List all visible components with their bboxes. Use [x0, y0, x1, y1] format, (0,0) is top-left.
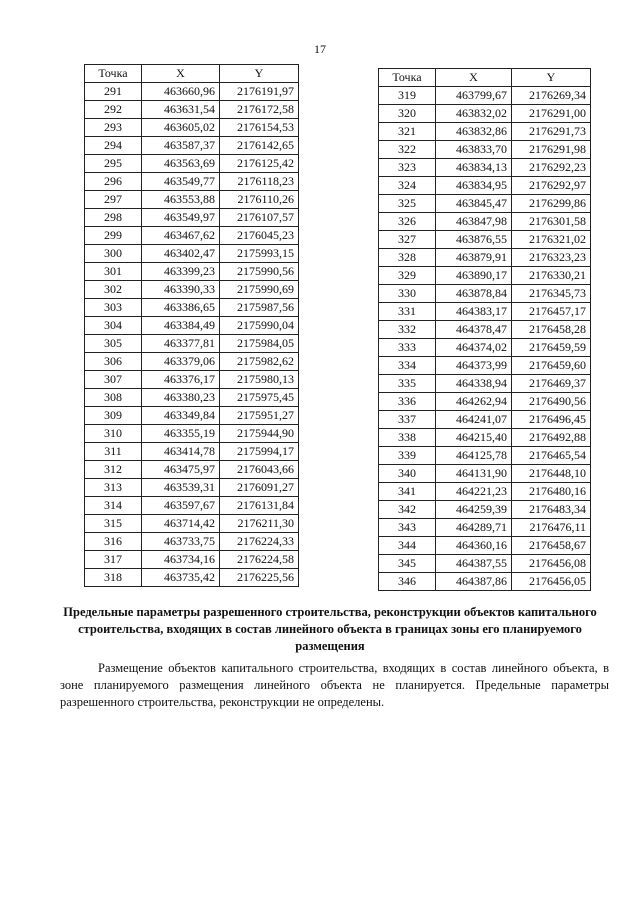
point-number-cell: 320 — [379, 105, 436, 123]
point-number-cell: 342 — [379, 501, 436, 519]
point-number-cell: 326 — [379, 213, 436, 231]
table-row — [85, 191, 299, 209]
table-row — [379, 429, 591, 447]
header-x: X — [142, 65, 220, 83]
table-row — [85, 515, 299, 533]
y-coordinate-cell: 2176154,53 — [220, 119, 299, 137]
y-coordinate-cell: 2176459,60 — [512, 357, 591, 375]
y-coordinate-cell: 2176321,02 — [512, 231, 591, 249]
x-coordinate-cell: 463549,77 — [142, 173, 220, 191]
table-row — [85, 119, 299, 137]
x-coordinate-cell: 464360,16 — [436, 537, 512, 555]
coordinates-table-right — [378, 68, 591, 591]
x-coordinate-cell: 463734,16 — [142, 551, 220, 569]
table-row — [85, 317, 299, 335]
y-coordinate-cell: 2176456,08 — [512, 555, 591, 573]
x-coordinate-cell: 463553,88 — [142, 191, 220, 209]
point-number-cell: 327 — [379, 231, 436, 249]
x-coordinate-cell: 463879,91 — [436, 249, 512, 267]
point-number-cell: 310 — [85, 425, 142, 443]
point-number-cell: 336 — [379, 393, 436, 411]
table-row — [379, 357, 591, 375]
x-coordinate-cell: 464289,71 — [436, 519, 512, 537]
y-coordinate-cell: 2176480,16 — [512, 483, 591, 501]
x-coordinate-cell: 463349,84 — [142, 407, 220, 425]
point-number-cell: 304 — [85, 317, 142, 335]
y-coordinate-cell: 2175975,45 — [220, 389, 299, 407]
point-number-cell: 301 — [85, 263, 142, 281]
x-coordinate-cell: 463735,42 — [142, 569, 220, 587]
y-coordinate-cell: 2176496,45 — [512, 411, 591, 429]
point-number-cell: 291 — [85, 83, 142, 101]
body-paragraph: Размещение объектов капитального строительства, входящих в состав линейного объекта, в зоне планируемого размещения линейного объекта не планируется. Предельные параметры разрешенного строительства, реконструкции не определены. — [60, 661, 609, 709]
table-row — [85, 425, 299, 443]
table-row — [379, 267, 591, 285]
point-number-cell: 343 — [379, 519, 436, 537]
point-number-cell: 293 — [85, 119, 142, 137]
point-number-cell: 297 — [85, 191, 142, 209]
x-coordinate-cell: 463847,98 — [436, 213, 512, 231]
table-row — [85, 263, 299, 281]
x-coordinate-cell: 463890,17 — [436, 267, 512, 285]
x-coordinate-cell: 464338,94 — [436, 375, 512, 393]
table-header-row — [379, 69, 591, 87]
table-row — [85, 245, 299, 263]
table-row — [379, 285, 591, 303]
table-row — [85, 83, 299, 101]
y-coordinate-cell: 2176291,00 — [512, 105, 591, 123]
y-coordinate-cell: 2175994,17 — [220, 443, 299, 461]
y-coordinate-cell: 2176142,65 — [220, 137, 299, 155]
point-number-cell: 328 — [379, 249, 436, 267]
x-coordinate-cell: 464374,02 — [436, 339, 512, 357]
point-number-cell: 341 — [379, 483, 436, 501]
y-coordinate-cell: 2176483,34 — [512, 501, 591, 519]
y-coordinate-cell: 2176043,66 — [220, 461, 299, 479]
y-coordinate-cell: 2176345,73 — [512, 285, 591, 303]
point-number-cell: 339 — [379, 447, 436, 465]
table-row — [379, 555, 591, 573]
point-number-cell: 331 — [379, 303, 436, 321]
x-coordinate-cell: 463833,70 — [436, 141, 512, 159]
y-coordinate-cell: 2176107,57 — [220, 209, 299, 227]
x-coordinate-cell: 464215,40 — [436, 429, 512, 447]
x-coordinate-cell: 463399,23 — [142, 263, 220, 281]
y-coordinate-cell: 2176131,84 — [220, 497, 299, 515]
point-number-cell: 302 — [85, 281, 142, 299]
point-number-cell: 345 — [379, 555, 436, 573]
point-number-cell: 307 — [85, 371, 142, 389]
table-row — [379, 123, 591, 141]
point-number-cell: 334 — [379, 357, 436, 375]
x-coordinate-cell: 463402,47 — [142, 245, 220, 263]
y-coordinate-cell: 2176323,23 — [512, 249, 591, 267]
y-coordinate-cell: 2176492,88 — [512, 429, 591, 447]
y-coordinate-cell: 2176301,58 — [512, 213, 591, 231]
y-coordinate-cell: 2176269,34 — [512, 87, 591, 105]
y-coordinate-cell: 2176292,97 — [512, 177, 591, 195]
x-coordinate-cell: 464387,86 — [436, 573, 512, 591]
x-coordinate-cell: 463631,54 — [142, 101, 220, 119]
point-number-cell: 344 — [379, 537, 436, 555]
point-number-cell: 321 — [379, 123, 436, 141]
y-coordinate-cell: 2176476,11 — [512, 519, 591, 537]
table-row — [379, 537, 591, 555]
header-point: Точка — [379, 69, 436, 87]
y-coordinate-cell: 2175993,15 — [220, 245, 299, 263]
point-number-cell: 329 — [379, 267, 436, 285]
point-number-cell: 337 — [379, 411, 436, 429]
point-number-cell: 325 — [379, 195, 436, 213]
x-coordinate-cell: 463380,23 — [142, 389, 220, 407]
x-coordinate-cell: 463549,97 — [142, 209, 220, 227]
table-row — [379, 375, 591, 393]
point-number-cell: 306 — [85, 353, 142, 371]
point-number-cell: 316 — [85, 533, 142, 551]
table-row — [379, 177, 591, 195]
y-coordinate-cell: 2175984,05 — [220, 335, 299, 353]
x-coordinate-cell: 463379,06 — [142, 353, 220, 371]
y-coordinate-cell: 2175951,27 — [220, 407, 299, 425]
y-coordinate-cell: 2176045,23 — [220, 227, 299, 245]
y-coordinate-cell: 2175987,56 — [220, 299, 299, 317]
table-row — [85, 371, 299, 389]
table-row — [85, 479, 299, 497]
point-number-cell: 309 — [85, 407, 142, 425]
point-number-cell: 338 — [379, 429, 436, 447]
y-coordinate-cell: 2176225,56 — [220, 569, 299, 587]
x-coordinate-cell: 463799,67 — [436, 87, 512, 105]
y-coordinate-cell: 2175990,69 — [220, 281, 299, 299]
x-coordinate-cell: 463384,49 — [142, 317, 220, 335]
y-coordinate-cell: 2176292,23 — [512, 159, 591, 177]
table-row — [379, 105, 591, 123]
table-row — [85, 137, 299, 155]
y-coordinate-cell: 2176125,42 — [220, 155, 299, 173]
table-row — [85, 407, 299, 425]
table-row — [85, 533, 299, 551]
header-y: Y — [512, 69, 591, 87]
y-coordinate-cell: 2176448,10 — [512, 465, 591, 483]
table-row — [85, 353, 299, 371]
table-row — [85, 335, 299, 353]
table-row — [85, 155, 299, 173]
point-number-cell: 314 — [85, 497, 142, 515]
x-coordinate-cell: 463832,86 — [436, 123, 512, 141]
table-row — [85, 209, 299, 227]
y-coordinate-cell: 2176458,67 — [512, 537, 591, 555]
x-coordinate-cell: 464125,78 — [436, 447, 512, 465]
y-coordinate-cell: 2176224,58 — [220, 551, 299, 569]
x-coordinate-cell: 463714,42 — [142, 515, 220, 533]
x-coordinate-cell: 463539,31 — [142, 479, 220, 497]
point-number-cell: 330 — [379, 285, 436, 303]
x-coordinate-cell: 464241,07 — [436, 411, 512, 429]
y-coordinate-cell: 2176224,33 — [220, 533, 299, 551]
table-row — [85, 551, 299, 569]
y-coordinate-cell: 2176465,54 — [512, 447, 591, 465]
point-number-cell: 294 — [85, 137, 142, 155]
table-row — [85, 173, 299, 191]
point-number-cell: 300 — [85, 245, 142, 263]
x-coordinate-cell: 463414,78 — [142, 443, 220, 461]
header-point: Точка — [85, 65, 142, 83]
point-number-cell: 346 — [379, 573, 436, 591]
point-number-cell: 305 — [85, 335, 142, 353]
x-coordinate-cell: 464262,94 — [436, 393, 512, 411]
point-number-cell: 318 — [85, 569, 142, 587]
table-row — [379, 159, 591, 177]
x-coordinate-cell: 463733,75 — [142, 533, 220, 551]
point-number-cell: 303 — [85, 299, 142, 317]
table-row — [85, 227, 299, 245]
y-coordinate-cell: 2176110,26 — [220, 191, 299, 209]
table-row — [85, 461, 299, 479]
point-number-cell: 308 — [85, 389, 142, 407]
point-number-cell: 299 — [85, 227, 142, 245]
y-coordinate-cell: 2176291,73 — [512, 123, 591, 141]
y-coordinate-cell: 2176456,05 — [512, 573, 591, 591]
y-coordinate-cell: 2176490,56 — [512, 393, 591, 411]
table-row — [379, 411, 591, 429]
table-row — [379, 483, 591, 501]
table-row — [379, 573, 591, 591]
x-coordinate-cell: 464383,17 — [436, 303, 512, 321]
x-coordinate-cell: 464221,23 — [436, 483, 512, 501]
point-number-cell: 333 — [379, 339, 436, 357]
table-row — [379, 501, 591, 519]
table-row — [379, 393, 591, 411]
y-coordinate-cell: 2176459,59 — [512, 339, 591, 357]
table-row — [85, 389, 299, 407]
table-row — [379, 321, 591, 339]
x-coordinate-cell: 463587,37 — [142, 137, 220, 155]
table-row — [379, 249, 591, 267]
y-coordinate-cell: 2176172,58 — [220, 101, 299, 119]
x-coordinate-cell: 463878,84 — [436, 285, 512, 303]
point-number-cell: 296 — [85, 173, 142, 191]
y-coordinate-cell: 2176457,17 — [512, 303, 591, 321]
x-coordinate-cell: 464373,99 — [436, 357, 512, 375]
x-coordinate-cell: 463377,81 — [142, 335, 220, 353]
x-coordinate-cell: 464131,90 — [436, 465, 512, 483]
point-number-cell: 292 — [85, 101, 142, 119]
point-number-cell: 319 — [379, 87, 436, 105]
y-coordinate-cell: 2176091,27 — [220, 479, 299, 497]
page-number: 17 — [314, 42, 326, 56]
x-coordinate-cell: 463660,96 — [142, 83, 220, 101]
point-number-cell: 322 — [379, 141, 436, 159]
point-number-cell: 317 — [85, 551, 142, 569]
point-number-cell: 298 — [85, 209, 142, 227]
x-coordinate-cell: 463467,62 — [142, 227, 220, 245]
table-row — [379, 87, 591, 105]
y-coordinate-cell: 2176330,21 — [512, 267, 591, 285]
y-coordinate-cell: 2176458,28 — [512, 321, 591, 339]
section-heading: Предельные параметры разрешенного строительства, реконструкции объектов капитального строительства, входящих в состав линейного объекта в границах зоны его планируемого размещения — [63, 605, 597, 653]
table-row — [85, 101, 299, 119]
table-row — [379, 213, 591, 231]
table-header-row — [85, 65, 299, 83]
x-coordinate-cell: 463876,55 — [436, 231, 512, 249]
x-coordinate-cell: 464378,47 — [436, 321, 512, 339]
point-number-cell: 295 — [85, 155, 142, 173]
y-coordinate-cell: 2176291,98 — [512, 141, 591, 159]
y-coordinate-cell: 2175990,04 — [220, 317, 299, 335]
x-coordinate-cell: 463832,02 — [436, 105, 512, 123]
point-number-cell: 340 — [379, 465, 436, 483]
y-coordinate-cell: 2175982,62 — [220, 353, 299, 371]
table-row — [379, 339, 591, 357]
x-coordinate-cell: 463390,33 — [142, 281, 220, 299]
x-coordinate-cell: 463475,97 — [142, 461, 220, 479]
table-row — [85, 299, 299, 317]
point-number-cell: 324 — [379, 177, 436, 195]
header-x: X — [436, 69, 512, 87]
coordinates-table-left — [84, 64, 299, 587]
point-number-cell: 332 — [379, 321, 436, 339]
table-row — [85, 569, 299, 587]
table-row — [85, 497, 299, 515]
y-coordinate-cell: 2176469,37 — [512, 375, 591, 393]
x-coordinate-cell: 463563,69 — [142, 155, 220, 173]
point-number-cell: 312 — [85, 461, 142, 479]
table-row — [85, 443, 299, 461]
y-coordinate-cell: 2175944,90 — [220, 425, 299, 443]
x-coordinate-cell: 464387,55 — [436, 555, 512, 573]
y-coordinate-cell: 2176211,30 — [220, 515, 299, 533]
table-row — [379, 303, 591, 321]
y-coordinate-cell: 2175980,13 — [220, 371, 299, 389]
y-coordinate-cell: 2176118,23 — [220, 173, 299, 191]
y-coordinate-cell: 2176191,97 — [220, 83, 299, 101]
y-coordinate-cell: 2176299,86 — [512, 195, 591, 213]
point-number-cell: 313 — [85, 479, 142, 497]
header-y: Y — [220, 65, 299, 83]
x-coordinate-cell: 463605,02 — [142, 119, 220, 137]
x-coordinate-cell: 463834,13 — [436, 159, 512, 177]
point-number-cell: 315 — [85, 515, 142, 533]
point-number-cell: 323 — [379, 159, 436, 177]
table-row — [379, 231, 591, 249]
table-row — [379, 447, 591, 465]
table-row — [379, 141, 591, 159]
table-row — [379, 519, 591, 537]
x-coordinate-cell: 464259,39 — [436, 501, 512, 519]
point-number-cell: 311 — [85, 443, 142, 461]
point-number-cell: 335 — [379, 375, 436, 393]
table-row — [85, 281, 299, 299]
x-coordinate-cell: 463386,65 — [142, 299, 220, 317]
y-coordinate-cell: 2175990,56 — [220, 263, 299, 281]
table-row — [379, 195, 591, 213]
x-coordinate-cell: 463376,17 — [142, 371, 220, 389]
table-row — [379, 465, 591, 483]
x-coordinate-cell: 463355,19 — [142, 425, 220, 443]
x-coordinate-cell: 463597,67 — [142, 497, 220, 515]
x-coordinate-cell: 463834,95 — [436, 177, 512, 195]
x-coordinate-cell: 463845,47 — [436, 195, 512, 213]
